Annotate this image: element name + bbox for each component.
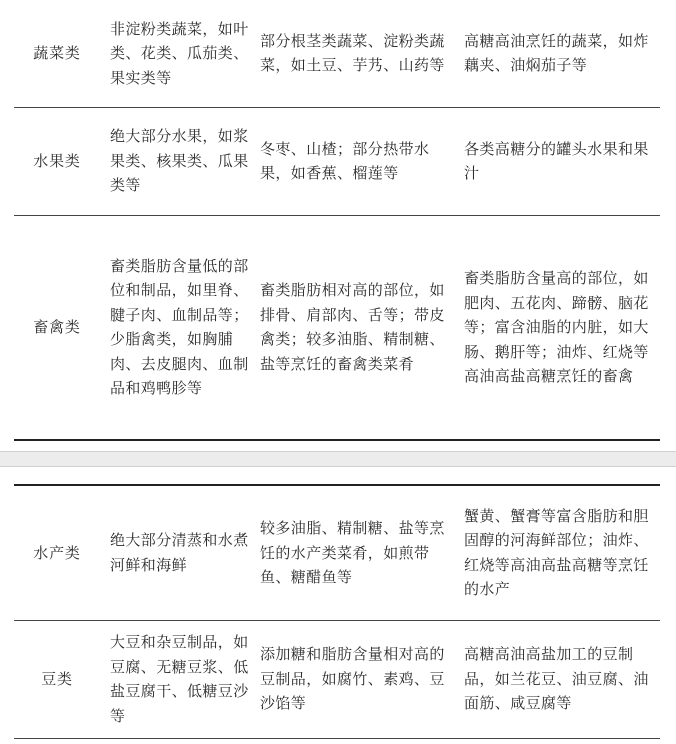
moderate-cell: 部分根茎类蔬菜、淀粉类蔬菜，如土豆、芋艿、山药等 [260, 31, 445, 75]
food-table-part-2 [14, 484, 660, 739]
table-row-meat-poultry [14, 215, 660, 440]
moderate-cell: 添加糖和脂肪含量相对高的豆制品，如腐竹、素鸡、豆沙馅等 [260, 645, 445, 713]
table-row-fruits [14, 107, 660, 215]
recommended-cell: 大豆和杂豆制品，如豆腐、无糖豆浆、低盐豆腐干、低糖豆沙等 [110, 633, 249, 725]
recommended-cell: 畜类脂肪含量低的部位和制品，如里脊、腱子肉、血制品等；少脂禽类，如胸脯肉、去皮腿肉、血制品和鸡鸭胗等 [110, 256, 249, 398]
table-row-aquatic [14, 485, 660, 620]
food-table-part-1 [14, 0, 660, 441]
limited-cell: 高糖高油高盐加工的豆制品，如兰花豆、油豆腐、油面筋、咸豆腐等 [464, 645, 649, 713]
table-row-soy [14, 620, 660, 738]
table-row-vegetables [14, 0, 660, 107]
category-cell: 蔬菜类 [33, 44, 81, 62]
limited-cell: 蟹黄、蟹膏等富含脂肪和胆固醇的河海鲜部位；油炸、红烧等高油高盐高糖等烹饪的水产 [464, 506, 649, 599]
limited-cell: 各类高糖分的罐头水果和果汁 [464, 139, 649, 182]
category-cell: 水果类 [33, 151, 81, 170]
category-cell: 水产类 [33, 543, 81, 562]
limited-cell: 高糖高油烹饪的蔬菜，如炸藕夹、油焖茄子等 [464, 31, 649, 75]
category-cell: 豆类 [41, 669, 73, 688]
recommended-cell: 非淀粉类蔬菜，如叶类、花类、瓜茄类、果实类等 [110, 19, 249, 87]
recommended-cell: 绝大部分清蒸和水煮河鲜和海鲜 [110, 531, 249, 574]
category-cell: 畜禽类 [33, 318, 81, 336]
moderate-cell: 畜类脂肪相对高的部位，如排骨、肩部肉、舌等；带皮禽类；较多油脂、精制糖、盐等烹饪的畜禽类菜肴 [260, 281, 445, 373]
moderate-cell: 冬枣、山楂；部分热带水果，如香蕉、榴莲等 [260, 139, 430, 182]
limited-cell: 畜类脂肪含量高的部位，如肥肉、五花肉、蹄髈、脑花等；富含油脂的内脏，如大肠、鹅肝等；油炸、红烧等高油高盐高糖烹饪的畜禽 [464, 269, 649, 385]
moderate-cell: 较多油脂、精制糖、盐等烹饪的水产类菜肴，如煎带鱼、糖醋鱼等 [260, 519, 445, 586]
recommended-cell: 绝大部分水果，如浆果类、核果类、瓜果类等 [110, 127, 249, 195]
document-page-2 [0, 466, 676, 744]
